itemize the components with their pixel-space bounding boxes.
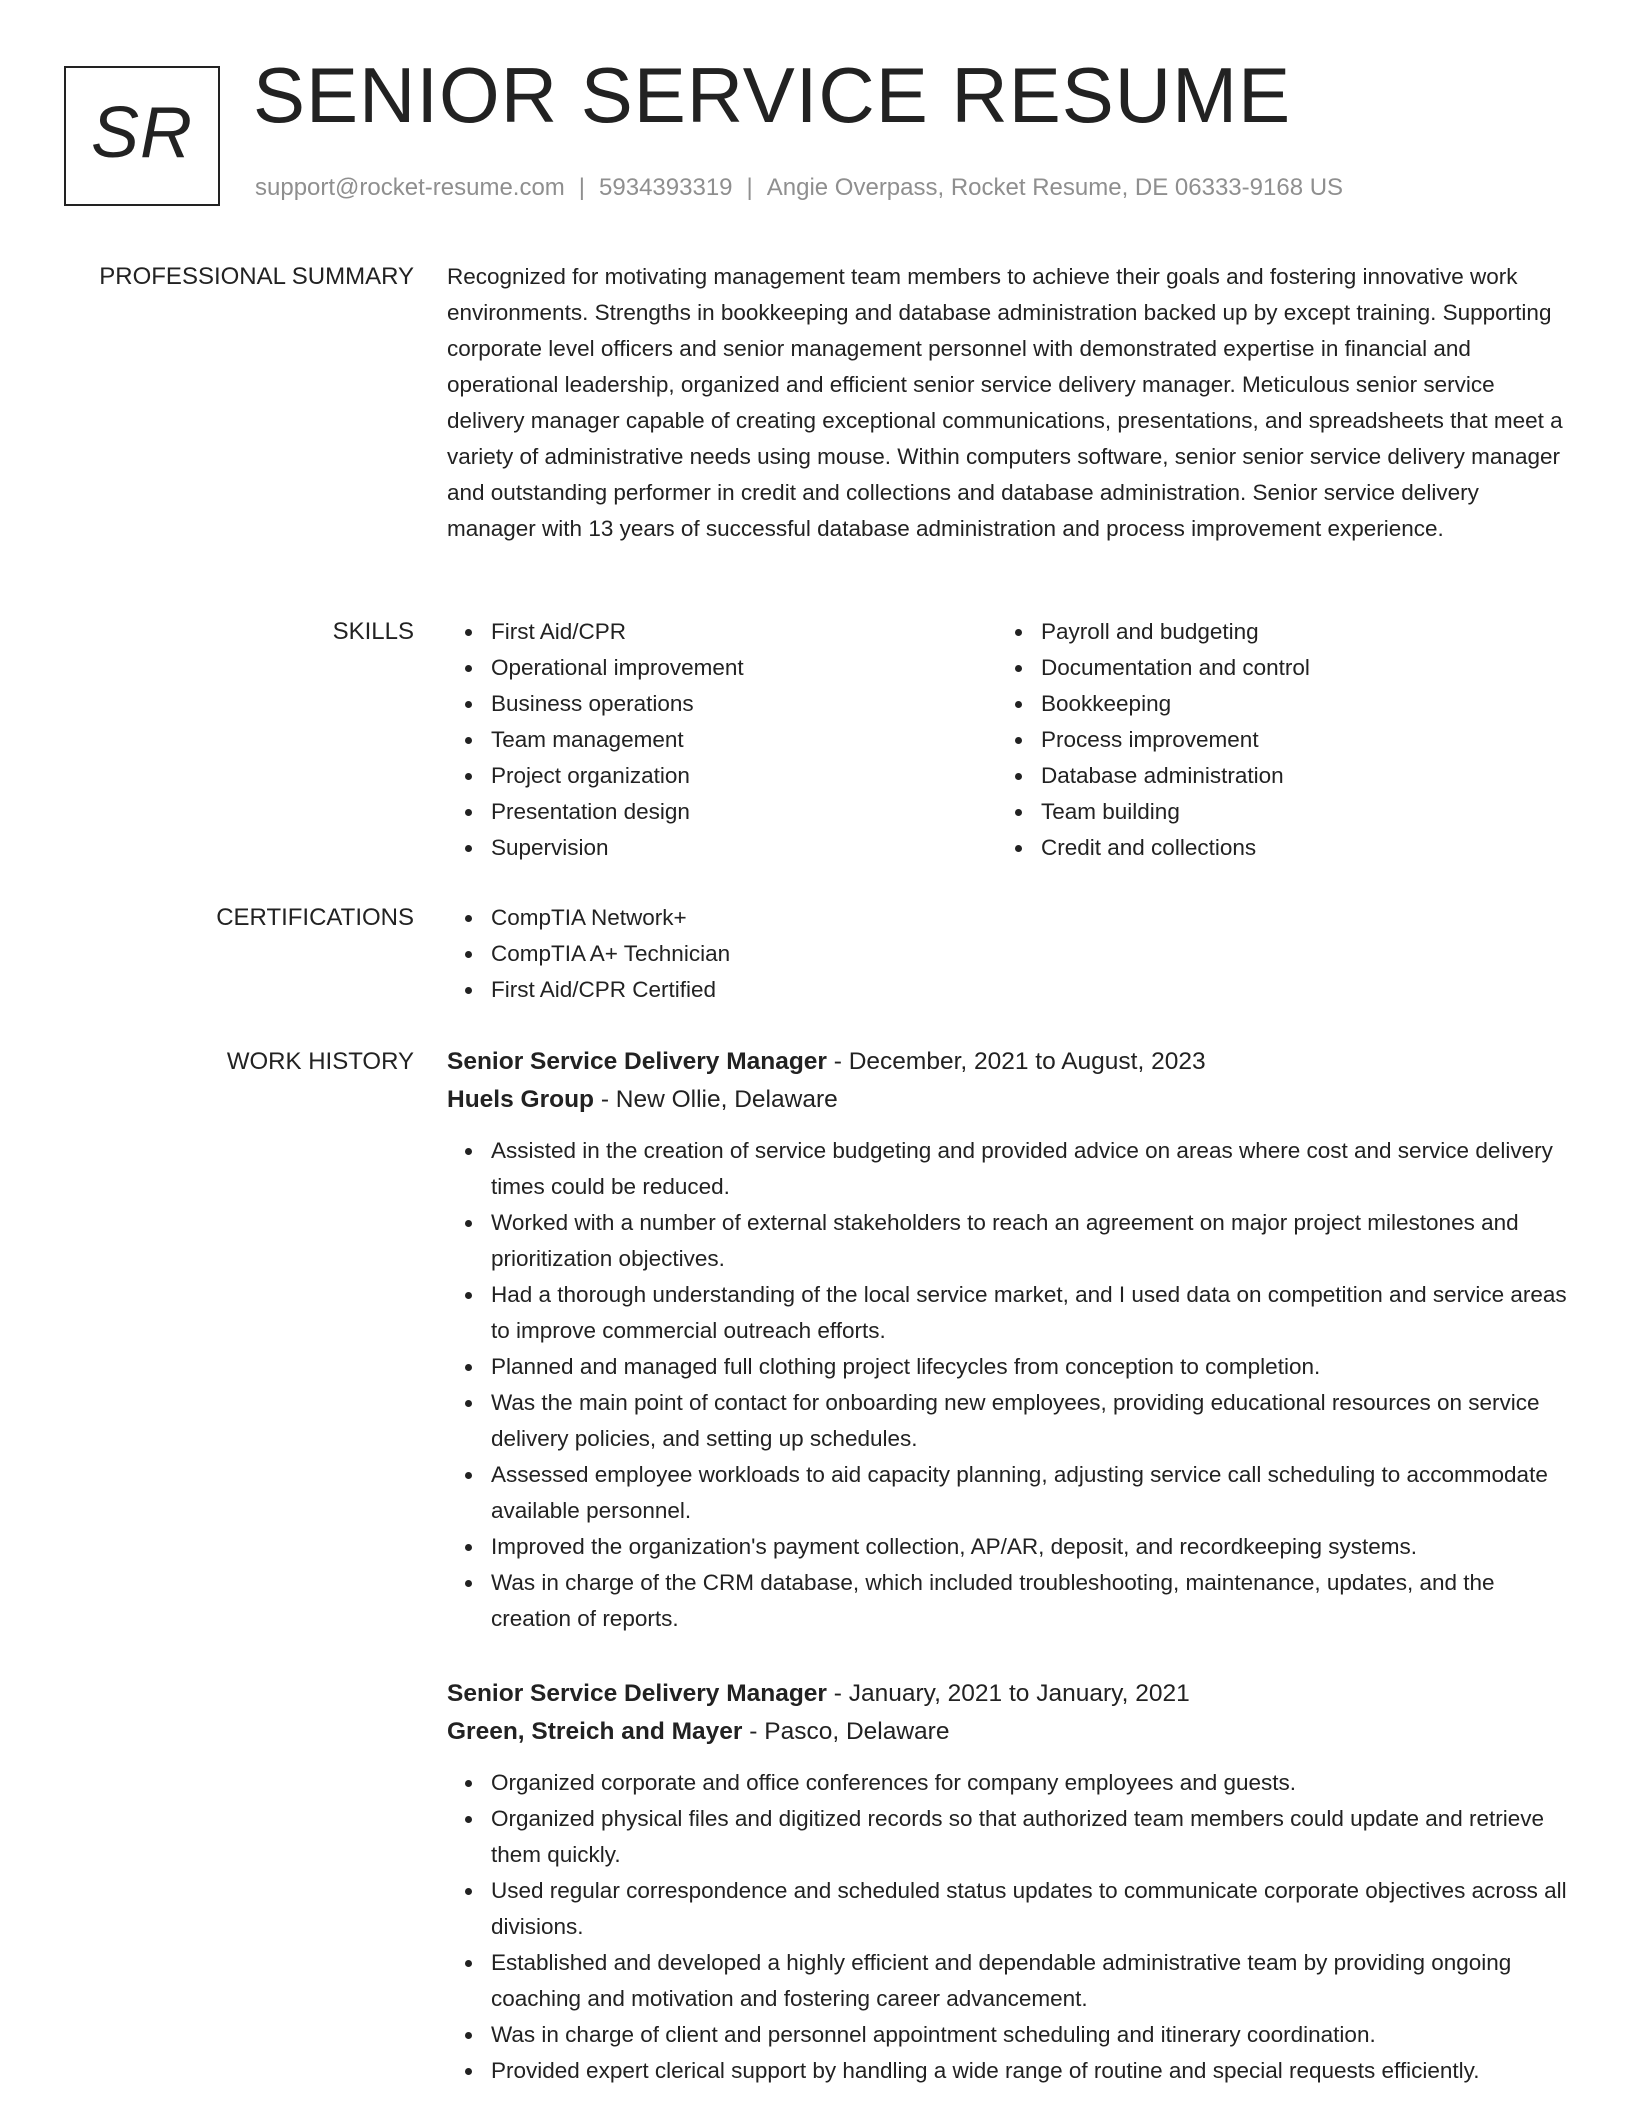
skill-item: Team management bbox=[491, 722, 997, 758]
company-location: - Pasco, Delaware bbox=[742, 1718, 950, 1745]
contact-separator: | bbox=[746, 174, 753, 201]
skill-item: First Aid/CPR bbox=[491, 614, 997, 650]
contact-email: support@rocket-resume.com bbox=[255, 174, 565, 201]
job-duty-item: Established and developed a highly efficient and dependable administrative team by providing ongoing coaching and motivation and fostering career advancement. bbox=[491, 1945, 1572, 2017]
company-name: Green, Streich and Mayer bbox=[447, 1718, 743, 1745]
contact-phone: 5934393319 bbox=[599, 174, 733, 201]
skill-item: Database administration bbox=[1041, 758, 1547, 794]
certifications-list bbox=[447, 900, 1572, 1008]
skills-list-right bbox=[997, 614, 1547, 866]
job-duties-list bbox=[447, 1765, 1572, 2089]
skill-item: Documentation and control bbox=[1041, 650, 1547, 686]
certifications-label: CERTIFICATIONS bbox=[216, 904, 414, 931]
skill-item: Project organization bbox=[491, 758, 997, 794]
skill-item: Supervision bbox=[491, 830, 997, 866]
job-title-line bbox=[447, 1675, 1572, 1713]
job-duty-item: Improved the organization's payment collection, AP/AR, deposit, and recordkeeping systems. bbox=[491, 1529, 1572, 1565]
summary-label: PROFESSIONAL SUMMARY bbox=[99, 263, 414, 290]
skills-column-right bbox=[997, 614, 1547, 866]
resume-name: SENIOR SERVICE RESUME bbox=[253, 51, 1292, 139]
skill-item: Operational improvement bbox=[491, 650, 997, 686]
work-history-section bbox=[447, 1043, 1572, 2089]
skills-label: SKILLS bbox=[332, 618, 414, 645]
summary-section bbox=[447, 259, 1572, 547]
skill-item: Team building bbox=[1041, 794, 1547, 830]
job-duty-item: Organized physical files and digitized records so that authorized team members could update and retrieve them quickly. bbox=[491, 1801, 1572, 1873]
job-duty-item: Used regular correspondence and scheduled status updates to communicate corporate objectives across all divisions. bbox=[491, 1873, 1572, 1945]
summary-text: Recognized for motivating management team members to achieve their goals and fostering innovative work environments. Strengths in bookkeeping and database administration backed up by except training. Supporting corporate level officers and senior management personnel with demonstrated expertise in financial and operational leadership, organized and efficient senior service delivery manager. Meticulous senior service delivery manager capable of creating exceptional communications, presentations, and spreadsheets that meet a variety of administrative needs using mouse. Within computers software, senior senior service delivery manager and outstanding performer in credit and collections and database administration. Senior service delivery manager with 13 years of successful database administration and process improvement experience. bbox=[447, 264, 1563, 541]
contact-line bbox=[255, 176, 1343, 200]
certification-item: CompTIA Network+ bbox=[491, 900, 1572, 936]
skill-item: Payroll and budgeting bbox=[1041, 614, 1547, 650]
job-duty-item: Planned and managed full clothing project lifecycles from conception to completion. bbox=[491, 1349, 1572, 1385]
job-duty-item: Was the main point of contact for onboarding new employees, providing educational resources on service delivery policies, and setting up schedules. bbox=[491, 1385, 1572, 1457]
job-entry bbox=[447, 1043, 1572, 1637]
skill-item: Process improvement bbox=[1041, 722, 1547, 758]
skill-item: Business operations bbox=[491, 686, 997, 722]
job-duty-item: Was in charge of client and personnel appointment scheduling and itinerary coordination. bbox=[491, 2017, 1572, 2053]
job-title: Senior Service Delivery Manager bbox=[447, 1680, 827, 1707]
skill-item: Credit and collections bbox=[1041, 830, 1547, 866]
job-dates: - January, 2021 to January, 2021 bbox=[826, 1680, 1190, 1707]
company-name: Huels Group bbox=[447, 1086, 595, 1113]
certification-item: First Aid/CPR Certified bbox=[491, 972, 1572, 1008]
job-duties-list bbox=[447, 1133, 1572, 1637]
job-duty-item: Had a thorough understanding of the local service market, and I used data on competition and service areas to improve commercial outreach efforts. bbox=[491, 1277, 1572, 1349]
work-history-label: WORK HISTORY bbox=[226, 1048, 414, 1075]
job-title-line bbox=[447, 1043, 1572, 1081]
job-duty-item: Assisted in the creation of service budgeting and provided advice on areas where cost and service delivery times could be reduced. bbox=[491, 1133, 1572, 1205]
job-duty-item: Was in charge of the CRM database, which included troubleshooting, maintenance, updates, and the creation of reports. bbox=[491, 1565, 1572, 1637]
monogram-initials: SR bbox=[90, 93, 194, 173]
company-line bbox=[447, 1081, 1572, 1119]
job-title: Senior Service Delivery Manager bbox=[447, 1048, 827, 1075]
contact-separator: | bbox=[578, 174, 586, 201]
job-dates: - December, 2021 to August, 2023 bbox=[826, 1048, 1206, 1075]
skills-section bbox=[447, 614, 1572, 866]
skill-item: Bookkeeping bbox=[1041, 686, 1547, 722]
company-line bbox=[447, 1713, 1572, 1751]
job-duty-item: Provided expert clerical support by handling a wide range of routine and special requests efficiently. bbox=[491, 2053, 1572, 2089]
monogram-logo bbox=[64, 66, 220, 206]
skills-column-left bbox=[447, 614, 997, 866]
company-location: - New Ollie, Delaware bbox=[594, 1086, 838, 1113]
skills-list-left bbox=[447, 614, 997, 866]
certifications-section bbox=[447, 900, 1572, 1008]
contact-address: Angie Overpass, Rocket Resume, DE 06333-9168 US bbox=[766, 174, 1344, 201]
certification-item: CompTIA A+ Technician bbox=[491, 936, 1572, 972]
job-entry bbox=[447, 1675, 1572, 2089]
job-duty-item: Worked with a number of external stakeholders to reach an agreement on major project milestones and prioritization objectives. bbox=[491, 1205, 1572, 1277]
skill-item: Presentation design bbox=[491, 794, 997, 830]
job-duty-item: Organized corporate and office conferences for company employees and guests. bbox=[491, 1765, 1572, 1801]
job-duty-item: Assessed employee workloads to aid capacity planning, adjusting service call scheduling to accommodate available personnel. bbox=[491, 1457, 1572, 1529]
